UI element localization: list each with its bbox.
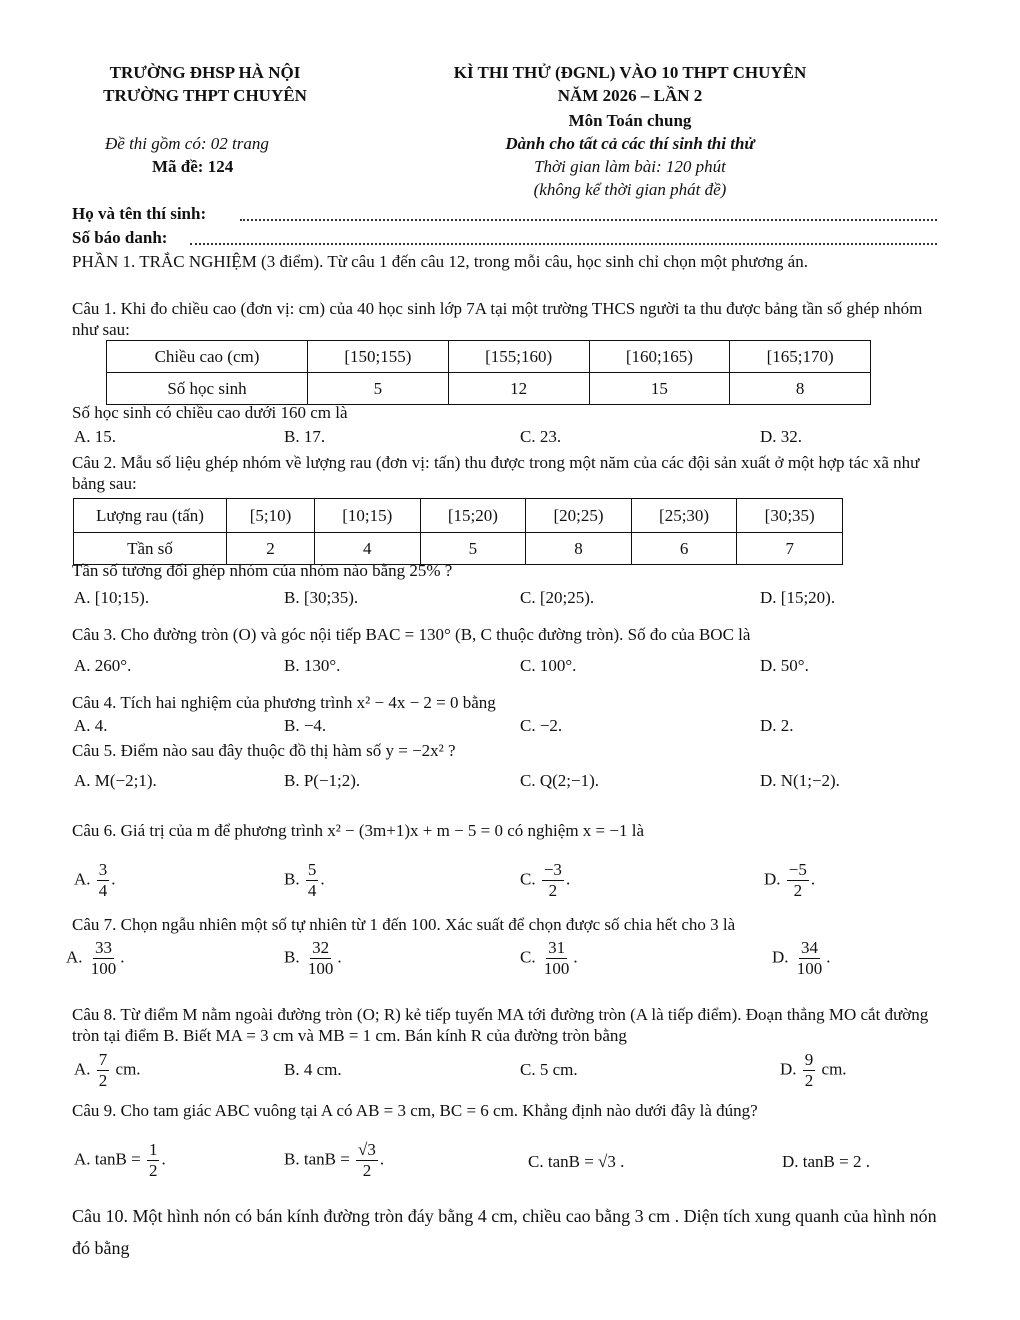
q9-text: Câu 9. Cho tam giác ABC vuông tại A có AB = 3 cm, BC = 6 cm. Khẳng định nào dưới đây là đúng? bbox=[72, 1101, 758, 1120]
option-letter: D. bbox=[782, 1152, 799, 1171]
q8-text: Câu 8. Từ điểm M nằm ngoài đường tròn (O; R) kẻ tiếp tuyến MA tới đường tròn (A là tiếp điểm). Đoạn thẳng MO cắt đường tròn tại điểm B. Biết MA = 3 cm và MB = 1 cm. Bán kính R của đường tròn bằng bbox=[72, 1005, 929, 1045]
id-field[interactable] bbox=[190, 243, 937, 245]
q5-text: Câu 5. Điểm nào sau đây thuộc đồ thị hàm số y = −2x² ? bbox=[72, 741, 456, 760]
part1-heading: PHẦN 1. TRẮC NGHIỆM (3 điểm). Từ câu 1 đến câu 12, trong mỗi câu, học sinh chỉ chọn một phương án. bbox=[72, 252, 808, 271]
q9-option-a[interactable]: A. tanB = $\frac{1}{2}$ . bbox=[74, 1140, 166, 1180]
q1-cell: 15 bbox=[589, 373, 730, 405]
q10-text: Câu 10. Một hình nón có bán kính đường tròn đáy bằng 4 cm, chiều cao bằng 3 cm . Diện tích xung quanh của hình nón đó bằng bbox=[72, 1206, 937, 1258]
q2-option-d[interactable]: D. [15;20). bbox=[760, 588, 836, 607]
q2-cell: 6 bbox=[631, 533, 737, 565]
school-name-1: TRƯỜNG ĐHSP HÀ NỘI bbox=[109, 63, 301, 82]
option-value: tanB = √3 . bbox=[547, 1152, 625, 1171]
q2-cell: [25;30) bbox=[631, 499, 737, 533]
numerator: −3 bbox=[543, 860, 562, 879]
fraction bbox=[542, 860, 564, 901]
q7-option-d[interactable]: D. $\frac{34}{100}$ . bbox=[772, 938, 831, 978]
denominator: 100 bbox=[543, 959, 570, 978]
q1-cell: [160;165) bbox=[589, 341, 730, 373]
unit-label: cm. bbox=[821, 1059, 847, 1079]
numerator: √3 bbox=[358, 1140, 376, 1159]
q1-cell: Chiều cao (cm) bbox=[107, 341, 308, 373]
q2-cell: 8 bbox=[526, 533, 632, 565]
denominator: 100 bbox=[90, 959, 117, 978]
q2-cell: 2 bbox=[227, 533, 315, 565]
numerator: 9 bbox=[804, 1050, 814, 1069]
numerator: 32 bbox=[312, 938, 330, 957]
q8-option-d[interactable] bbox=[780, 1050, 847, 1091]
q5-option-c[interactable]: C. Q(2;−1). bbox=[520, 771, 599, 790]
q6-option-a[interactable]: A. $\frac{3}{4}$ . bbox=[74, 860, 116, 900]
q2-cell: 5 bbox=[420, 533, 526, 565]
q8-option-a[interactable] bbox=[74, 1050, 141, 1091]
numerator: 3 bbox=[98, 860, 108, 879]
q7-option-a[interactable]: A. $\frac{33}{100}$ . bbox=[66, 938, 125, 978]
id-label: Số báo danh: bbox=[72, 228, 168, 247]
q6-option-b[interactable]: B. $\frac{5}{4}$ . bbox=[284, 860, 325, 900]
q1-ask: Số học sinh có chiều cao dưới 160 cm là bbox=[72, 403, 348, 422]
q1-cell: 12 bbox=[448, 373, 589, 405]
q4-option-a[interactable]: A. 4. bbox=[74, 716, 108, 735]
q5-option-a[interactable]: A. M(−2;1). bbox=[74, 771, 157, 790]
exam-code: Mã đề: 124 bbox=[152, 157, 234, 176]
q7-option-b[interactable]: B. $\frac{32}{100}$ . bbox=[284, 938, 342, 978]
numerator: −5 bbox=[788, 860, 807, 879]
exam-time: Thời gian làm bài: 120 phút bbox=[534, 157, 726, 176]
option-letter: D. bbox=[772, 947, 789, 967]
option-letter: C. bbox=[528, 1152, 544, 1171]
exam-title: KÌ THI THỬ (ĐGNL) VÀO 10 THPT CHUYÊN bbox=[453, 63, 807, 82]
denominator: 4 bbox=[307, 881, 317, 900]
numerator: 31 bbox=[548, 938, 566, 957]
q2-option-b[interactable]: B. [30;35). bbox=[284, 588, 359, 607]
fraction bbox=[795, 938, 825, 979]
denominator: 2 bbox=[548, 881, 558, 900]
q2-option-c[interactable]: C. [20;25). bbox=[520, 588, 595, 607]
q2-cell: 4 bbox=[315, 533, 421, 565]
fraction bbox=[89, 938, 119, 979]
q1-cell: Số học sinh bbox=[107, 373, 308, 405]
option-value: tanB = 2 . bbox=[802, 1152, 870, 1171]
q2-table bbox=[73, 498, 843, 565]
q5-option-d[interactable]: D. N(1;−2). bbox=[760, 771, 840, 790]
tan-label: tanB = bbox=[94, 1149, 141, 1169]
name-label: Họ và tên thí sinh: bbox=[72, 204, 207, 223]
option-letter: B. bbox=[284, 1149, 300, 1169]
q2-text: Câu 2. Mẫu số liệu ghép nhóm về lượng rau (đơn vị: tấn) thu được trong một năm của các đội sản xuất ở một hợp tác xã như bảng sau: bbox=[72, 453, 920, 493]
fraction bbox=[803, 1050, 816, 1091]
option-letter: D. bbox=[780, 1059, 797, 1079]
exam-year: NĂM 2026 – LẦN 2 bbox=[557, 86, 703, 105]
fraction bbox=[97, 1050, 110, 1091]
fraction bbox=[147, 1140, 160, 1181]
q2-cell: [15;20) bbox=[420, 499, 526, 533]
q3-option-c[interactable]: C. 100°. bbox=[520, 656, 577, 675]
q3-text: Câu 3. Cho đường tròn (O) và góc nội tiếp BAC = 130° (B, C thuộc đường tròn). Số đo của BOC là bbox=[72, 625, 751, 644]
q4-text: Câu 4. Tích hai nghiệm của phương trình x² − 4x − 2 = 0 bằng bbox=[72, 693, 496, 712]
denominator: 4 bbox=[98, 881, 108, 900]
q2-cell: [10;15) bbox=[315, 499, 421, 533]
denominator: 2 bbox=[793, 881, 803, 900]
q5-option-b[interactable]: B. P(−1;2). bbox=[284, 771, 361, 790]
numerator: 1 bbox=[148, 1140, 158, 1159]
q1-option-d[interactable]: D. 32. bbox=[760, 427, 803, 446]
q6-option-c[interactable]: C. $\frac{-3}{2}$ . bbox=[520, 860, 571, 900]
option-letter: A. bbox=[74, 1059, 91, 1079]
option-letter: B. bbox=[284, 869, 300, 889]
q1-cell: 5 bbox=[308, 373, 449, 405]
q2-cell: [30;35) bbox=[737, 499, 843, 533]
q1-table bbox=[106, 340, 871, 405]
q2-ask: Tần số tương đối ghép nhóm của nhóm nào bằng 25% ? bbox=[72, 561, 453, 580]
q9-option-d[interactable] bbox=[782, 1152, 870, 1172]
q4-option-b[interactable]: B. −4. bbox=[284, 716, 327, 735]
option-letter: C. bbox=[520, 947, 536, 967]
q8-option-c[interactable]: C. 5 cm. bbox=[520, 1060, 578, 1079]
q1-cell: [150;155) bbox=[308, 341, 449, 373]
option-letter: A. bbox=[74, 869, 91, 889]
q2-option-a[interactable]: A. [10;15). bbox=[74, 588, 150, 607]
fraction bbox=[542, 938, 572, 979]
fraction bbox=[306, 860, 319, 901]
q2-cell: Tần số bbox=[74, 533, 227, 565]
q4-option-d[interactable]: D. 2. bbox=[760, 716, 794, 735]
name-field[interactable] bbox=[240, 219, 937, 221]
q7-text: Câu 7. Chọn ngẫu nhiên một số tự nhiên từ 1 đến 100. Xác suất để chọn được số chia hết cho 3 là bbox=[72, 915, 736, 934]
numerator: 33 bbox=[95, 938, 113, 957]
option-letter: B. bbox=[284, 947, 300, 967]
q8-option-b[interactable]: B. 4 cm. bbox=[284, 1060, 342, 1079]
q9-option-b[interactable]: B. tanB = $\frac{√3}{2}$ . bbox=[284, 1140, 385, 1180]
fraction bbox=[306, 938, 336, 979]
fraction bbox=[787, 860, 809, 901]
q3-option-b[interactable]: B. 130°. bbox=[284, 656, 341, 675]
numerator: 34 bbox=[801, 938, 819, 957]
option-letter: A. bbox=[74, 1149, 91, 1169]
q3-option-a[interactable]: A. 260°. bbox=[74, 656, 132, 675]
q1-cell: [155;160) bbox=[448, 341, 589, 373]
q2-cell: 7 bbox=[737, 533, 843, 565]
school-name-2: TRƯỜNG THPT CHUYÊN bbox=[103, 86, 307, 105]
tan-label: tanB = bbox=[303, 1149, 350, 1169]
option-letter: C. bbox=[520, 869, 536, 889]
q9-option-c[interactable] bbox=[528, 1152, 624, 1172]
q1-cell: [165;170) bbox=[730, 341, 871, 373]
denominator: 100 bbox=[307, 959, 334, 978]
q3-option-d[interactable]: D. 50°. bbox=[760, 656, 809, 675]
numerator: 7 bbox=[98, 1050, 108, 1069]
denominator: 100 bbox=[796, 959, 823, 978]
denominator: 2 bbox=[362, 1161, 372, 1180]
denominator: 2 bbox=[804, 1071, 814, 1090]
q1-cell: 8 bbox=[730, 373, 871, 405]
fraction bbox=[97, 860, 110, 901]
q6-option-d[interactable]: D. $\frac{-5}{2}$ . bbox=[764, 860, 816, 900]
numerator: 5 bbox=[307, 860, 317, 879]
q2-cell: [20;25) bbox=[526, 499, 632, 533]
q6-text: Câu 6. Giá trị của m để phương trình x² − (3m+1)x + m − 5 = 0 có nghiệm x = −1 là bbox=[72, 821, 644, 840]
denominator: 2 bbox=[148, 1161, 158, 1180]
q7-option-c[interactable]: C. $\frac{31}{100}$ . bbox=[520, 938, 578, 978]
fraction bbox=[356, 1140, 378, 1181]
q1-option-a[interactable]: A. 15. bbox=[74, 427, 117, 446]
exam-subject: Môn Toán chung bbox=[568, 111, 692, 130]
q2-cell: [5;10) bbox=[227, 499, 315, 533]
q1-option-c[interactable]: C. 23. bbox=[520, 427, 562, 446]
q1-text: Câu 1. Khi đo chiều cao (đơn vị: cm) của 40 học sinh lớp 7A tại một trường THCS người ta thu được bảng tần số ghép nhóm như sau: bbox=[72, 299, 923, 339]
q1-option-b[interactable]: B. 17. bbox=[284, 427, 326, 446]
unit-label: cm. bbox=[115, 1059, 141, 1079]
q2-cell: Lượng rau (tấn) bbox=[74, 499, 227, 533]
option-letter: D. bbox=[764, 869, 781, 889]
pages-note: Đề thi gồm có: 02 trang bbox=[105, 134, 269, 153]
denominator: 2 bbox=[98, 1071, 108, 1090]
option-letter: A. bbox=[66, 947, 83, 967]
q4-option-c[interactable]: C. −2. bbox=[520, 716, 563, 735]
exam-audience: Dành cho tất cả các thí sinh thi thử bbox=[505, 134, 755, 153]
exam-time-note: (không kể thời gian phát đề) bbox=[533, 180, 727, 199]
